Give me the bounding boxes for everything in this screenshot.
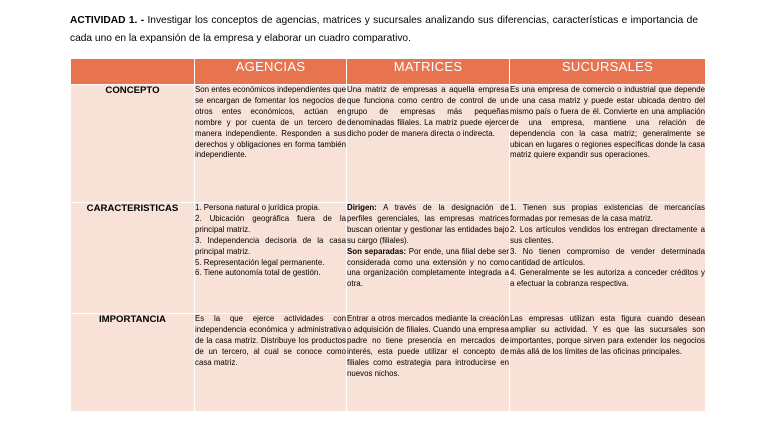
row-concepto — [71, 85, 706, 203]
comparison-table — [70, 58, 706, 412]
row-importancia — [71, 314, 706, 412]
header-matrices: MATRICES — [347, 59, 510, 85]
concepto-agencias: Son entes económicos independientes que se encargan de fomentar los negocios de otros entes económicos, actúan en nombre y por cuenta de un tercero de manera independiente. Responden a sus derechos y obligaciones en forma también independiente. — [195, 85, 347, 203]
activity-label: ACTIVIDAD 1. - — [70, 15, 145, 26]
list-item: 1. Persona natural o jurídica propia. — [195, 203, 321, 212]
concepto-sucursales: Es una empresa de comercio o industrial que depende de una casa matriz y puede estar ubicada dentro del mismo país o fuera de él. Convierte en una ampliación de una empresa, mantiene una relación de dependencia con la casa matriz; generalmente se ubican en lugares o regiones específicas donde la casa matriz quiere expandir sus operaciones. — [510, 85, 706, 203]
list-item: 3. Independencia decisoria de la casa principal matriz. — [195, 235, 346, 256]
importancia-matrices: Entrar a otros mercados mediante la creación o adquisición de filiales. Cuando una empresa padre no tiene presencia en mercados de interés, esta puede utilizar el concepto de filiales como estrategia para introducirse en nuevos nichos. — [347, 314, 510, 412]
text-separadas: Por ende, una filial debe ser considerada como una extensión y no como una organización completamente integrada a otra. — [347, 246, 510, 289]
term-dirigen: Dirigen: — [347, 203, 377, 212]
activity-statement — [70, 12, 698, 48]
list-item: 1. Tienen sus propias existencias de mercancías formadas por remesas de la casa matriz. — [510, 203, 705, 223]
importancia-sucursales: Las empresas utilizan esta figura cuando desean ampliar su actividad. Y es que las sucursales son importantes, porque sirven para extender los negocios más allá de los límites de las oficinas principales. — [510, 314, 706, 412]
row-label-caracteristicas: CARACTERISTICAS — [71, 203, 195, 314]
concepto-matrices: Una matriz de empresas a aquella empresa que funciona como centro de control de un grupo de empresas más pequeñas denominadas filiales. La matriz puede ejercer dicho poder de manera directa o indirecta. — [347, 85, 510, 203]
list-item: 6. Tiene autonomía total de gestión. — [195, 268, 321, 278]
header-sucursales: SUCURSALES — [510, 59, 706, 85]
activity-text: Investigar los conceptos de agencias, matrices y sucursales analizando sus diferencias, características e importancia de cada uno en la expansión de la empresa y elaborar un cuadro comparativo. — [70, 15, 698, 44]
caracteristicas-sucursales — [510, 203, 706, 314]
row-caracteristicas — [71, 203, 706, 314]
row-label-concepto: CONCEPTO — [71, 85, 195, 203]
caracteristicas-matrices — [347, 203, 510, 314]
list-item: 5. Representación legal permanente. — [195, 257, 325, 267]
list-item: 3. No tienen compromiso de vender determinada cantidad de artículos. — [510, 246, 705, 267]
list-item: 4. Generalmente se les autoriza a conceder créditos y a efectuar la cobranza respectiva. — [510, 268, 705, 289]
list-item: 2. Ubicación geográfica fuera de la principal matriz. — [195, 213, 346, 234]
header-row — [71, 59, 706, 85]
text-dirigen: A través de la designación de perfiles gerenciales, las empresas matrices buscan orientar y gestionar las entidades bajo su cargo (filiales). — [347, 203, 509, 245]
header-agencias: AGENCIAS — [195, 59, 347, 85]
row-label-importancia: IMPORTANCIA — [71, 314, 195, 412]
importancia-agencias: Es la que ejerce actividades con independencia económica y administrativa de la casa matriz. Distribuye los productos de un tercero, al cual se conoce como casa matriz. — [195, 314, 347, 412]
header-corner — [71, 59, 195, 85]
paragraph-dirigen — [347, 203, 509, 247]
caracteristicas-agencias — [195, 203, 347, 314]
term-separadas: Son separadas: — [347, 246, 407, 256]
list-item: 2. Los artículos vendidos los entregan directamente a sus clientes. — [510, 224, 705, 245]
paragraph-separadas — [347, 247, 509, 291]
